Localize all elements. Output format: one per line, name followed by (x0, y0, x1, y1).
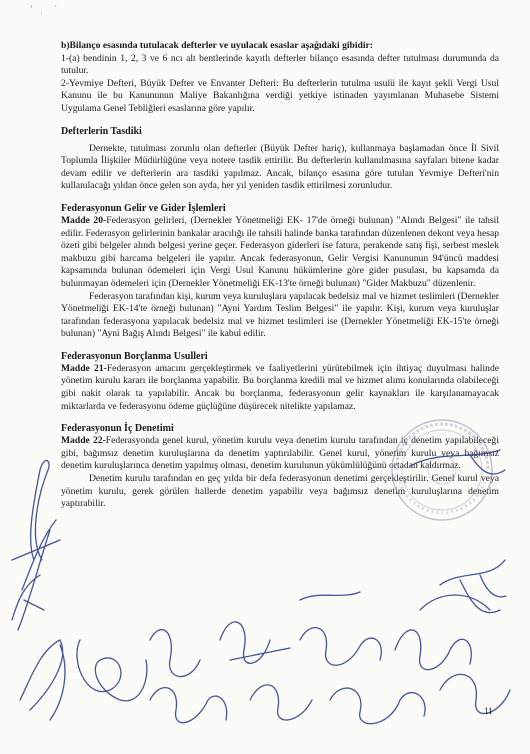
paragraph-bedelsiz-teslim: Federasyon tarafından kişi, kurum veya kuruluşlara yapılacak bedelsiz mal ve hizmet teslimleri (Dernekler Yönetmeliği EK-14'te örneği bulunan) "Ayni Yardım Teslim Belgesi" ile yapılır. Kişi, kurum veya kuruluşlar tarafından federasyona yapılacak bedelsiz mal ve hizmet teslimleri ise (Dernekler Yönetmeliği EK-15'te örneği bulunan) "Ayni Bağış Alındı Belgesi" ile kabul edilir. (61, 290, 499, 340)
item-2: 2-Yevmiye Defteri, Büyük Defter ve Envanter Defteri: Bu defterlerin tutulma usulü ile kayıt şekli Vergi Usul Kanunu ile bu Kanununun Maliye Bakanlığına verdiği yetkiye istinaden yayımlanan Muhasebe Sistemi Uygulama Genel Tebliğleri esaslarına göre yapılır. (61, 77, 499, 114)
paragraph-madde-20 (61, 215, 499, 291)
paragraph-madde-21 (61, 363, 499, 413)
signature-left-3 (20, 640, 65, 720)
signature-bottom-4 (300, 628, 381, 666)
paragraph-denetim-kurulu: Denetim kurulu tarafından en geç yılda bir defa federasyonun denetimi gerçekleştirilir. Genel kurul veya yönetim kurulu, gerek görülen hallerde denetim yapabilir veya bağımsız denetim kuruluşlarına denetim yaptırabilir. (61, 473, 499, 510)
signature-bottom-3 (220, 622, 290, 663)
signature-bottom-9 (330, 688, 425, 724)
signature-left-2 (12, 520, 60, 630)
section-b-title: b)Bilanço esasında tutulacak defterler ve uyulacak esaslar aşağıdaki gibidir: (61, 40, 373, 51)
signature-bottom-1 (77, 640, 147, 701)
signature-bottom-2 (150, 630, 200, 677)
official-stamp (382, 410, 502, 530)
page-number: 11 (484, 706, 493, 716)
madde-22-text: Federasyonda genel kurul, yönetim kurulu veya denetim kurulu tarafından iç denetim yapılabileceği gibi, bağımsız denetim kuruluşlarına da denetim yaptırılabilir. Genel kurul, yönetim kurulu veya bağımsız denetim kuruluşlarınca denetim yapılmış olması, denetim kurulunun yükümlülüğünü ortadan kaldırmaz. (61, 435, 499, 472)
madde-22-label: Madde 22- (61, 435, 106, 447)
signature-scribble-3 (300, 592, 360, 600)
madde-21-text: Federasyon amacını gerçekleştirmek ve faaliyetlerini yürütebilmek için ihtiyaç duyulması halinde yönetim kurulu kararı ile borçlanma yapabilir. Bu borçlanma kredili mal ve hizmet alımı konularında olabileceği gibi nakit olarak ta yapılabilir. Ancak bu borçlanma, federasyonun gelir kaynakları ile karşılanamayacak miktarlarda ve federasyonu ödeme güçlüğüne düşürecek nitelikte yapılamaz. (61, 362, 499, 412)
madde-21-label: Madde 21- (61, 362, 107, 374)
scan-marks: ʼ ˌ ˊ (30, 4, 57, 14)
signature-bottom-5 (395, 630, 471, 670)
madde-20-label: Madde 20- (61, 214, 107, 226)
paragraph-tasdik: Dernekte, tutulması zorunlu olan defterler (Büyük Defter hariç), kullanmaya başlamadan önce İl Sivil Toplumla İlişkiler Müdürlüğüne veya notere tasdik ettirilir. Bu defterlerin kullanılmasına sayfaları bitene kadar devam edilir ve defterlerin ara tasdiki yapılmaz. Ancak, bilanço esasına göre tutulan Yevmiye Defteri'nin kullanılacağı yıldan önce gelen son ayda, her yıl yeniden tasdik ettirilmesi zorunludur. (61, 142, 499, 192)
heading-borclanma: Federasyonun Borçlanma Usulleri (61, 350, 208, 362)
signature-scribble-2 (440, 560, 506, 597)
signature-left-1 (31, 461, 49, 560)
heading-defter-tasdik: Defterlerin Tasdiki (61, 125, 142, 137)
heading-ic-denetim: Federasyonun İç Denetimi (61, 423, 174, 435)
signature-bottom-7 (150, 688, 227, 723)
signature-bottom-6 (420, 580, 500, 613)
madde-20-text: Federasyon gelirleri, (Dernekler Yönetmeliği EK- 17'de örneği bulunan) "Alındı Belgesi" ile tahsil edilir. Federasyon gelirlerinin bankalar aracılığı ile tahsili halinde banka tarafından düzenlenen dekont veya hesap özeti gibi belgeler alındı belgesi yerine geçer. Federasyon giderleri ise fatura, perakende satış fişi, serbest meslek makbuzu gibi harcama belgeleri ile yapılır. Ancak federasyonun, Gelir Vergisi Kanununun 94'üncü maddesi kapsamında bulunan ödemeleri için Vergi Usul Kanunu hükümlerine göre gider pusulası, bu kapsamda da bulunmayan ödemeleri için (Dernekler Yönetmeliği EK-13'te örneği bulunan) "Gider Makbuzu" düzenlenir. (61, 214, 500, 289)
item-1: 1-(a) bendinin 1, 2, 3 ve 6 ncı alt bentlerinde kayıtlı defterler bilanço esasında defter tutulması durumunda da tutulur. (61, 52, 499, 77)
heading-gelir-gider: Federasyonun Gelir ve Gider İşlemleri (61, 202, 226, 214)
signature-left-4 (12, 575, 44, 620)
signature-bottom-8 (250, 685, 312, 720)
signature-bottom-10 (440, 674, 510, 713)
